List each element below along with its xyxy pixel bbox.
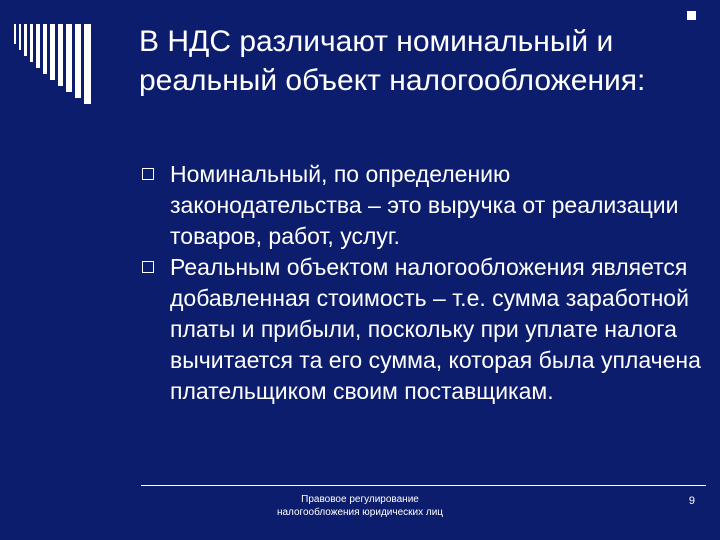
bullet-item [142,252,702,407]
bullet-text: Реальным объектом налогообложения является добавленная стоимость – т.е. сумма заработной платы и прибыли, поскольку при уплате налога вычитается та его сумма, которая была уплачена плательщиком своим поставщикам. [170,254,701,404]
footer-line-1: Правовое регулирование [301,494,419,505]
bullet-list [142,159,702,407]
footer-text [240,493,480,519]
slide-title: В НДС различают номинальный и реальный объект налогообложения: [139,25,646,97]
vertical-bars-decoration [14,24,134,104]
footer-divider [141,485,706,486]
bullet-item [142,159,702,252]
hollow-square-icon [142,168,154,180]
bullet-text: Номинальный, по определению законодательства – это выручка от реализации товаров, работ, услуг. [170,161,679,249]
corner-square-decoration [687,11,696,20]
hollow-square-icon [142,261,154,273]
footer-line-2: налогообложения юридических лиц [276,507,444,518]
page-number: 9 [688,495,695,507]
